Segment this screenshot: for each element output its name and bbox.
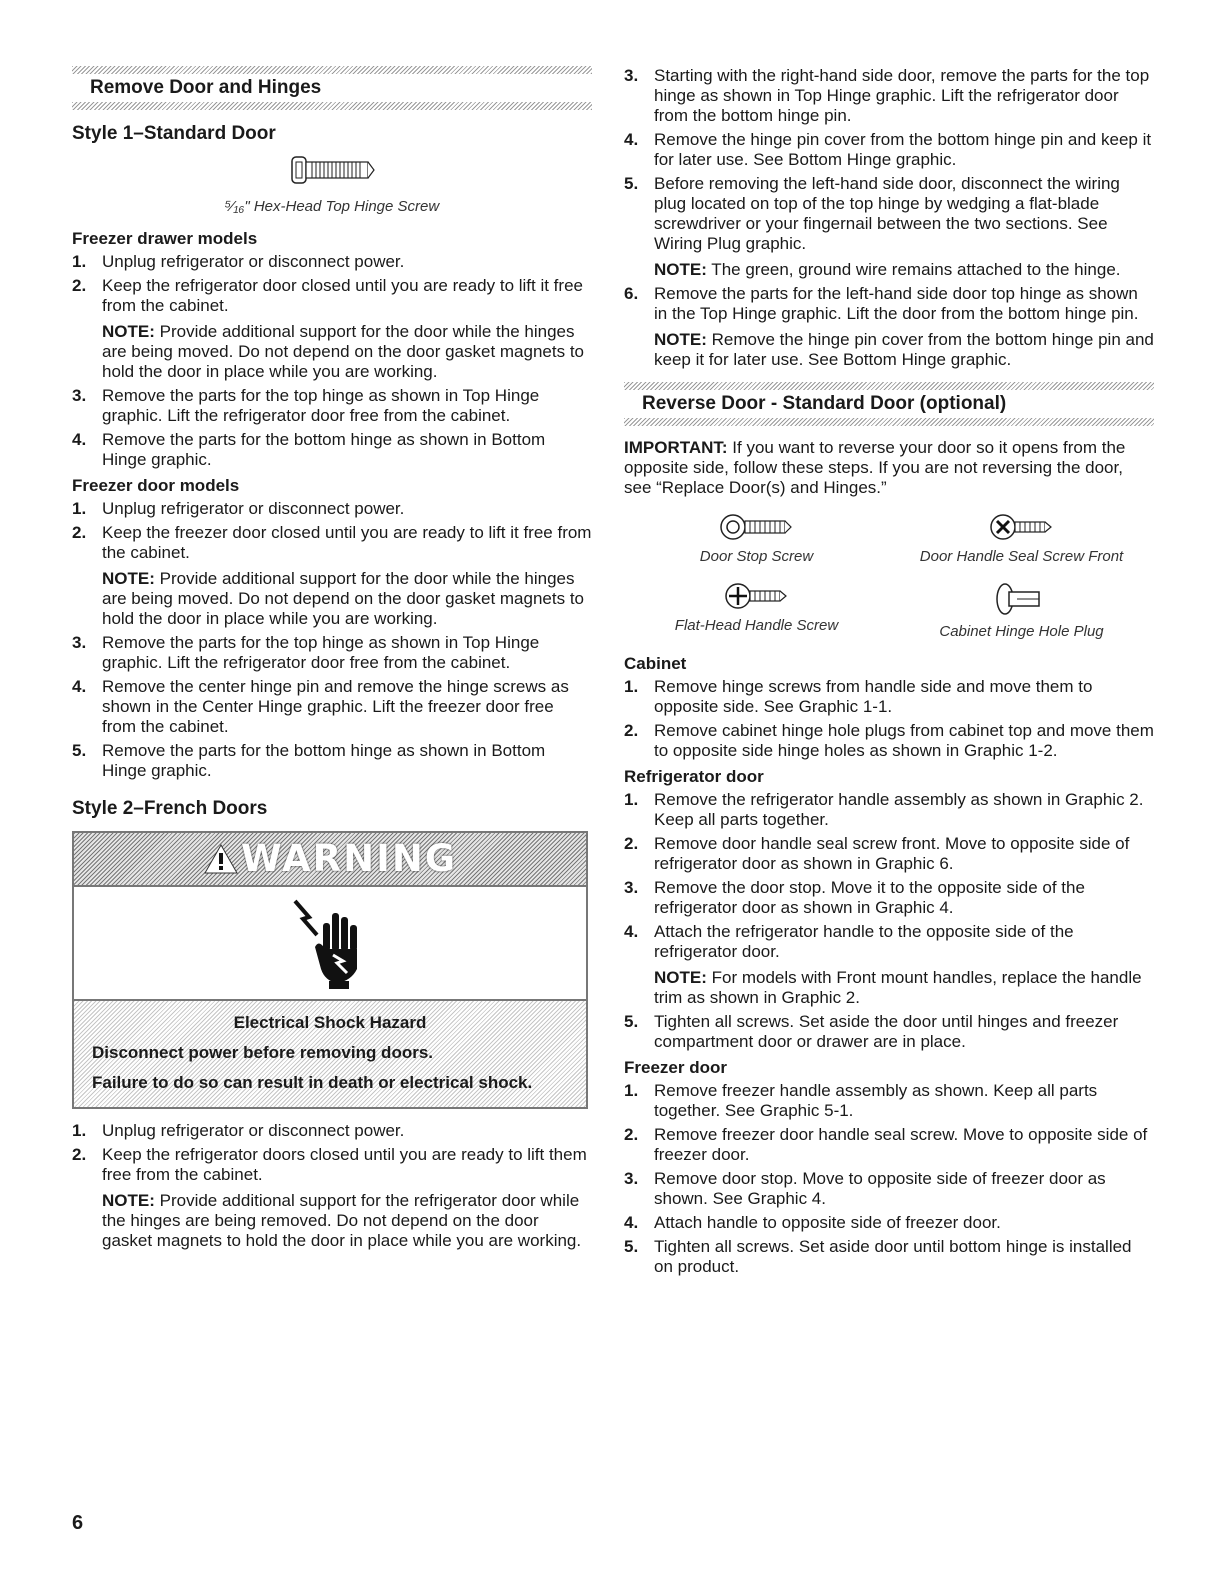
- list-item: 1. Unplug refrigerator or disconnect power.: [72, 252, 405, 271]
- note: NOTE: The green, ground wire remains attached to the hinge.: [654, 260, 1121, 279]
- list-item: 4. Remove the hinge pin cover from the bottom hinge pin and keep it for later use. See Bottom Hinge graphic.: [624, 130, 1152, 169]
- cabinet-heading: Cabinet: [624, 654, 687, 673]
- list-item: 5. Before removing the left-hand side door, disconnect the wiring plug located on top of the top hinge by wedging a flat-blade screwdriver or your fingernail between the two sections. See Wiring Plug graphic. NOTE: The green, ground wire remains attached to the hinge.: [624, 174, 1154, 280]
- list-item: 2. Remove freezer door handle seal screw. Move to opposite side of freezer door.: [624, 1125, 1148, 1164]
- icon-caption: Door Stop Screw: [699, 548, 814, 565]
- list-item: 4. Attach the refrigerator handle to the opposite side of the refrigerator door. NOTE: For models with Front mount handles, replace the handle trim as shown in Graphic 2.: [624, 922, 1154, 1008]
- style1-title: Style 1–Standard Door: [72, 123, 276, 144]
- list-item: 6. Remove the parts for the left-hand side door top hinge as shown in the Top Hinge graphic. Lift the door from the bottom hinge pin. NOTE: Remove the hinge pin cover from the bottom hinge pin and keep it for later use. See Bottom Hinge graphic.: [624, 284, 1154, 369]
- warning-header: [74, 833, 586, 887]
- warning-line-1: Disconnect power before removing doors.: [92, 1043, 434, 1062]
- list-item: 1. Remove freezer handle assembly as shown. Keep all parts together. See Graphic 5-1.: [624, 1081, 1098, 1120]
- warning-text: [74, 1001, 586, 1107]
- list-item: 3. Remove the parts for the top hinge as shown in Top Hinge graphic. Lift the refrigerator door free from the cabinet.: [72, 386, 540, 425]
- freezer-door-heading: Freezer door: [624, 1058, 727, 1077]
- list-item: 2. Remove door handle seal screw front. Move to opposite side of refrigerator door as shown in Graphic 6.: [624, 834, 1130, 873]
- list-item: 5. Remove the parts for the bottom hinge as shown in Bottom Hinge graphic.: [72, 741, 546, 780]
- style2-title: Style 2–French Doors: [72, 798, 268, 819]
- flat-head-screw-figure: [632, 581, 882, 642]
- list-item: 5. Tighten all screws. Set aside the door until hinges and freezer compartment door or drawer are in place.: [624, 1012, 1119, 1051]
- parts-icon-row-1: [624, 512, 1154, 567]
- icon-caption: Flat-Head Handle Screw: [674, 617, 839, 634]
- list-item: 1. Unplug refrigerator or disconnect power.: [72, 499, 405, 518]
- flat-head-screw-icon: [722, 581, 792, 611]
- french-door-steps-continued: [624, 66, 1154, 370]
- note: NOTE: For models with Front mount handles, replace the handle trim as shown in Graphic 2.: [654, 968, 1142, 1007]
- section-rule-bottom: [72, 102, 592, 110]
- list-item: 4. Remove the parts for the bottom hinge as shown in Bottom Hinge graphic.: [72, 430, 546, 469]
- list-item: 2. Keep the refrigerator doors closed until you are ready to lift them free from the cabinet. NOTE: Provide additional support for the refrigerator door while the hinges are being removed. Do not depend on the door gasket magnets to hold the door in place while you are working.: [72, 1145, 592, 1251]
- important-paragraph: IMPORTANT: If you want to reverse your door so it opens from the opposite side, follow these steps. If you are not reversing the door, see “Replace Door(s) and Hinges.”: [624, 438, 1126, 497]
- note: NOTE: Provide additional support for the refrigerator door while the hinges are being removed. Do not depend on the door gasket magnets to hold the door in place while you are working.: [102, 1191, 582, 1250]
- section-rule-top: [72, 66, 592, 74]
- warning-box: [72, 831, 588, 1109]
- section-title-reverse-door: Reverse Door - Standard Door (optional): [642, 393, 1007, 414]
- warning-line-2: Failure to do so can result in death or electrical shock.: [92, 1073, 533, 1092]
- page-number: 6: [72, 1512, 84, 1534]
- freezer-door-reverse-steps: [624, 1081, 1154, 1277]
- cabinet-steps: [624, 677, 1154, 761]
- list-item: 3. Remove the parts for the top hinge as shown in Top Hinge graphic. Lift the refrigerator door free from the cabinet.: [72, 633, 540, 672]
- list-item: 1. Unplug refrigerator or disconnect power.: [72, 1121, 405, 1140]
- list-item: 5. Tighten all screws. Set aside door until bottom hinge is installed on product.: [624, 1237, 1132, 1276]
- list-item: 3. Remove door stop. Move to opposite side of freezer door as shown. See Graphic 4.: [624, 1169, 1106, 1208]
- list-item: 2. Keep the refrigerator door closed until you are ready to lift it free from the cabinet. NOTE: Provide additional support for the door while the hinges are being moved. Do not depend on the door gasket magnets to hold the door in place while you are working.: [72, 276, 592, 382]
- warning-word: WARNING: [240, 837, 458, 880]
- list-item: 4. Attach handle to opposite side of freezer door.: [624, 1213, 1001, 1232]
- hex-head-screw-icon: [282, 154, 382, 188]
- section-title-remove-door: Remove Door and Hinges: [90, 77, 322, 98]
- hinge-hole-plug-figure: [897, 581, 1147, 642]
- seal-screw-figure: [897, 512, 1147, 567]
- note: NOTE: Provide additional support for the door while the hinges are being moved. Do not depend on the door gasket magnets to hold the door in place while you are working.: [102, 569, 584, 628]
- list-item: 1. Remove the refrigerator handle assembly as shown in Graphic 2. Keep all parts together.: [624, 790, 1144, 829]
- electrical-shock-hand-icon: [285, 895, 375, 991]
- list-item: 3. Remove the door stop. Move it to the opposite side of the refrigerator door as shown in Graphic 4.: [624, 878, 1085, 917]
- list-item: 3. Starting with the right-hand side door, remove the parts for the top hinge as shown in Top Hinge graphic. Lift the refrigerator door from the bottom hinge pin.: [624, 66, 1150, 125]
- list-item: 2. Keep the freezer door closed until you are ready to lift it free from the cabinet. NOTE: Provide additional support for the door while the hinges are being moved. Do not depend on the door gasket magnets to hold the door in place while you are working.: [72, 523, 592, 628]
- refrigerator-door-heading: Refrigerator door: [624, 767, 764, 786]
- note: NOTE: Remove the hinge pin cover from the bottom hinge pin and keep it for later use. See Bottom Hinge graphic.: [654, 330, 1154, 369]
- section-rule-bottom: [624, 418, 1154, 426]
- list-item: 2. Remove cabinet hinge hole plugs from cabinet top and move them to opposite side hinge holes as shown in Graphic 1-2.: [624, 721, 1154, 760]
- icon-caption: Cabinet Hinge Hole Plug: [939, 623, 1104, 640]
- refrigerator-door-steps: [624, 790, 1154, 1052]
- warning-triangle-icon: [203, 843, 239, 875]
- french-door-steps: [72, 1121, 592, 1251]
- screw-caption: ⁵⁄₁₆" Hex-Head Top Hinge Screw: [224, 198, 440, 215]
- door-stop-screw-figure: [632, 512, 882, 567]
- seal-screw-icon: [987, 512, 1057, 542]
- hinge-hole-plug-icon: [987, 581, 1057, 617]
- door-stop-screw-icon: [717, 512, 797, 542]
- hex-head-screw-figure: [72, 154, 592, 217]
- freezer-drawer-steps: [72, 252, 592, 470]
- parts-icon-row-2: [624, 581, 1154, 642]
- warning-pictogram: [74, 887, 586, 1001]
- icon-caption: Door Handle Seal Screw Front: [919, 548, 1124, 565]
- list-item: 1. Remove hinge screws from handle side and move them to opposite side. See Graphic 1-1.: [624, 677, 1093, 716]
- freezer-drawer-heading: Freezer drawer models: [72, 229, 258, 248]
- list-item: 4. Remove the center hinge pin and remove the hinge screws as shown in the Center Hinge graphic. Lift the freezer door free from the cabinet.: [72, 677, 569, 736]
- freezer-door-steps: [72, 499, 592, 781]
- section-rule-top: [624, 382, 1154, 390]
- note: NOTE: Provide additional support for the door while the hinges are being moved. Do not depend on the door gasket magnets to hold the door in place while you are working.: [102, 322, 584, 381]
- right-column: [624, 66, 1154, 1281]
- freezer-door-heading: Freezer door models: [72, 476, 240, 495]
- warning-title: Electrical Shock Hazard: [233, 1013, 427, 1032]
- left-column: [72, 66, 592, 1255]
